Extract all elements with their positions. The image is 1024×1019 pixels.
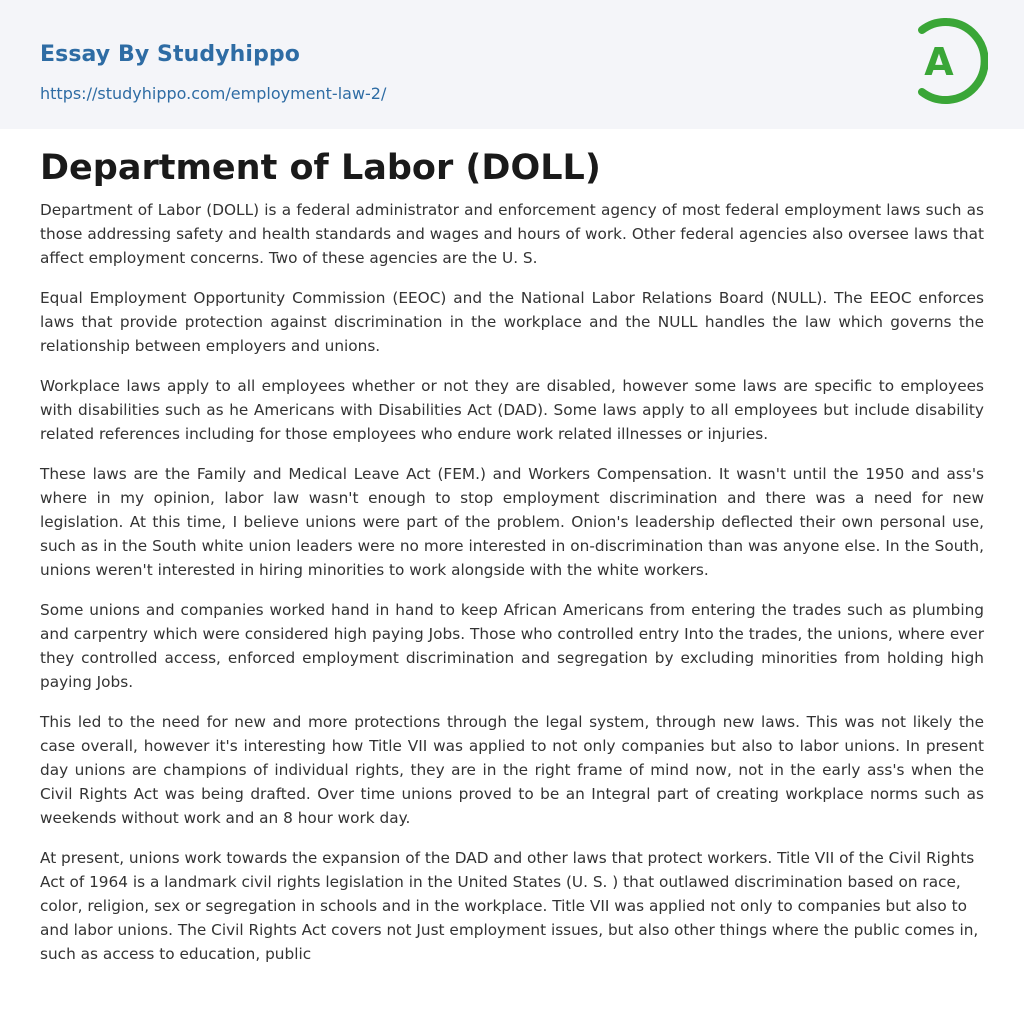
- essay-title: Department of Labor (DOLL): [40, 148, 601, 188]
- essay-content: [40, 146, 984, 982]
- site-header: [0, 0, 1024, 129]
- studyhippo-logo-icon[interactable]: [912, 18, 988, 106]
- essay-paragraph: At present, unions work towards the expansion of the DAD and other laws that protect workers. Title VII of the Civil Rights Act of 1964 is a landmark civil rights legislation in the United States (U. S. ) that outlawed discrimination based on race, color, religion, sex or segregation in schools and in the workplace. Title VII was applied not only to companies but also to and labor unions. The Civil Rights Act covers not Just employment issues, but also other things where the public comes in, such as access to education, public: [40, 849, 979, 963]
- logo-letter: A: [924, 40, 954, 84]
- essay-paragraph: Workplace laws apply to all employees whether or not they are disabled, however some laws are specific to employees with disabilities such as he Americans with Disabilities Act (DAD). Some laws apply to all employees but include disability related references including for those employees who endure work related illnesses or injuries.: [40, 377, 984, 443]
- logo-graphic: [912, 18, 988, 106]
- essay-paragraph: Equal Employment Opportunity Commission (EEOC) and the National Labor Relations Board (NULL). The EEOC enforces laws that provide protection against discrimination in the workplace and the NULL handles the law which governs the relationship between employers and unions.: [40, 289, 984, 355]
- brand-title: Essay By Studyhippo: [40, 42, 300, 67]
- essay-paragraph: These laws are the Family and Medical Leave Act (FEM.) and Workers Compensation. It wasn't until the 1950 and ass's where in my opinion, labor law wasn't enough to stop employment discrimination and there was a need for new legislation. At this time, I believe unions were part of the problem. Onion's leadership deflected their own personal use, such as in the South white union leaders were no more interested in on-discrimination than was anyone else. In the South, unions weren't interested in hiring minorities to work alongside with the white workers.: [40, 465, 984, 579]
- essay-paragraph: This led to the need for new and more protections through the legal system, through new laws. This was not likely the case overall, however it's interesting how Title VII was applied to not only companies but also to labor unions. In present day unions are champions of individual rights, they are in the right frame of mind now, not in the early ass's when the Civil Rights Act was being drafted. Over time unions proved to be an Integral part of creating workplace norms such as weekends without work and an 8 hour work day.: [40, 713, 984, 827]
- essay-paragraph: Department of Labor (DOLL) is a federal administrator and enforcement agency of most federal employment laws such as those addressing safety and health standards and wages and hours of work. Other federal agencies also oversee laws that affect employment concerns. Two of these agencies are the U. S.: [40, 201, 984, 267]
- source-url-link[interactable]: https://studyhippo.com/employment-law-2/: [40, 84, 387, 103]
- essay-paragraph: Some unions and companies worked hand in hand to keep African Americans from entering the trades such as plumbing and carpentry which were considered high paying Jobs. Those who controlled entry Into the trades, the unions, where ever they controlled access, enforced employment discrimination and segregation by excluding minorities from holding high paying Jobs.: [40, 601, 984, 691]
